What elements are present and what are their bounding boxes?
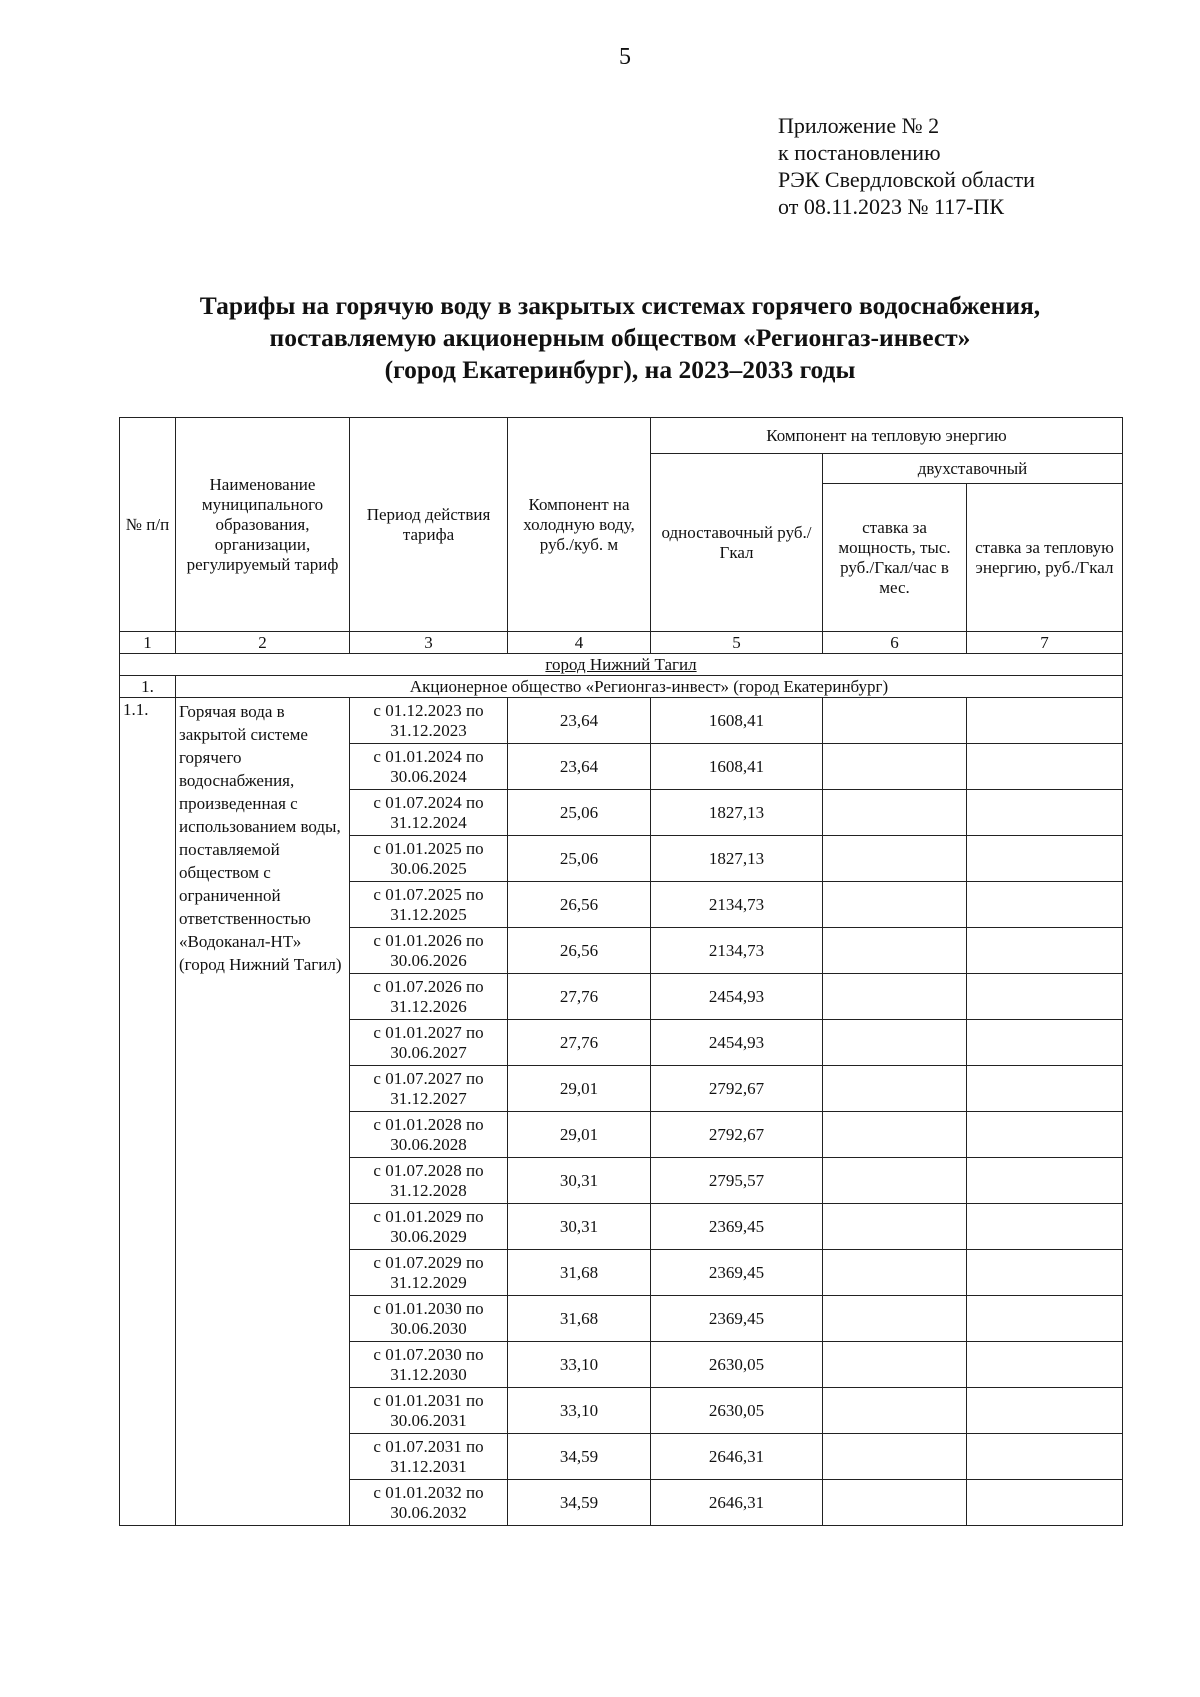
cold-water-cell: 23,64 bbox=[508, 744, 651, 790]
period-cell: с 01.07.2025 по 31.12.2025 bbox=[350, 882, 508, 928]
cold-water-cell: 27,76 bbox=[508, 1020, 651, 1066]
period-cell: с 01.01.2030 по 30.06.2030 bbox=[350, 1296, 508, 1342]
power-rate-cell bbox=[823, 1342, 967, 1388]
period-cell: с 01.07.2030 по 31.12.2030 bbox=[350, 1342, 508, 1388]
single-rate-cell: 2792,67 bbox=[651, 1066, 823, 1112]
header-name: Наименование муниципального образования, организации, регулируемый тариф bbox=[176, 418, 350, 632]
header-energy-rate: ставка за тепловую энергию, руб./Гкал bbox=[967, 484, 1123, 632]
energy-rate-cell bbox=[967, 1480, 1123, 1526]
cold-water-cell: 26,56 bbox=[508, 928, 651, 974]
single-rate-cell: 1827,13 bbox=[651, 790, 823, 836]
cold-water-cell: 29,01 bbox=[508, 1112, 651, 1158]
period-cell: с 01.12.2023 по 31.12.2023 bbox=[350, 698, 508, 744]
energy-rate-cell bbox=[967, 1112, 1123, 1158]
power-rate-cell bbox=[823, 744, 967, 790]
period-cell: с 01.07.2028 по 31.12.2028 bbox=[350, 1158, 508, 1204]
single-rate-cell: 1608,41 bbox=[651, 698, 823, 744]
single-rate-cell: 2134,73 bbox=[651, 928, 823, 974]
period-cell: с 01.07.2031 по 31.12.2031 bbox=[350, 1434, 508, 1480]
appendix-line: от 08.11.2023 № 117-ПК bbox=[778, 194, 1005, 219]
cold-water-cell: 33,10 bbox=[508, 1388, 651, 1434]
period-cell: с 01.07.2027 по 31.12.2027 bbox=[350, 1066, 508, 1112]
cold-water-cell: 23,64 bbox=[508, 698, 651, 744]
energy-rate-cell bbox=[967, 1434, 1123, 1480]
power-rate-cell bbox=[823, 836, 967, 882]
title-line: (город Екатеринбург), на 2023–2033 годы bbox=[384, 355, 856, 384]
single-rate-cell: 2134,73 bbox=[651, 882, 823, 928]
single-rate-cell: 2454,93 bbox=[651, 1020, 823, 1066]
period-cell: с 01.01.2031 по 30.06.2031 bbox=[350, 1388, 508, 1434]
column-number: 6 bbox=[823, 632, 967, 654]
energy-rate-cell bbox=[967, 836, 1123, 882]
single-rate-cell: 2792,67 bbox=[651, 1112, 823, 1158]
energy-rate-cell bbox=[967, 698, 1123, 744]
header-period: Период действия тарифа bbox=[350, 418, 508, 632]
energy-rate-cell bbox=[967, 1020, 1123, 1066]
power-rate-cell bbox=[823, 1066, 967, 1112]
single-rate-cell: 2646,31 bbox=[651, 1480, 823, 1526]
power-rate-cell bbox=[823, 1158, 967, 1204]
power-rate-cell bbox=[823, 790, 967, 836]
column-number: 2 bbox=[176, 632, 350, 654]
appendix-block bbox=[778, 112, 1035, 220]
energy-rate-cell bbox=[967, 1250, 1123, 1296]
header-cold-water: Компонент на холодную воду, руб./куб. м bbox=[508, 418, 651, 632]
appendix-line: РЭК Свердловской области bbox=[778, 167, 1035, 192]
cold-water-cell: 25,06 bbox=[508, 790, 651, 836]
cold-water-cell: 25,06 bbox=[508, 836, 651, 882]
document-title bbox=[100, 290, 1140, 386]
energy-rate-cell bbox=[967, 1296, 1123, 1342]
period-cell: с 01.01.2029 по 30.06.2029 bbox=[350, 1204, 508, 1250]
energy-rate-cell bbox=[967, 744, 1123, 790]
power-rate-cell bbox=[823, 1204, 967, 1250]
cold-water-cell: 27,76 bbox=[508, 974, 651, 1020]
single-rate-cell: 2630,05 bbox=[651, 1388, 823, 1434]
section-row bbox=[120, 654, 1123, 676]
energy-rate-cell bbox=[967, 1066, 1123, 1112]
period-cell: с 01.01.2025 по 30.06.2025 bbox=[350, 836, 508, 882]
energy-rate-cell bbox=[967, 790, 1123, 836]
power-rate-cell bbox=[823, 974, 967, 1020]
period-cell: с 01.01.2032 по 30.06.2032 bbox=[350, 1480, 508, 1526]
item-number: 1.1. bbox=[120, 698, 176, 1526]
power-rate-cell bbox=[823, 1388, 967, 1434]
column-number: 4 bbox=[508, 632, 651, 654]
item-description: Горячая вода в закрытой системе горячего водоснабжения, произведенная с использованием воды, поставляемой обществом с ограниченной ответственностью «Водоканал-НТ» (город Нижний Тагил) bbox=[176, 698, 350, 1526]
page-number: 5 bbox=[619, 44, 631, 70]
tariff-row bbox=[120, 698, 1123, 744]
period-cell: с 01.07.2026 по 31.12.2026 bbox=[350, 974, 508, 1020]
period-cell: с 01.01.2024 по 30.06.2024 bbox=[350, 744, 508, 790]
cold-water-cell: 31,68 bbox=[508, 1296, 651, 1342]
single-rate-cell: 2630,05 bbox=[651, 1342, 823, 1388]
header-power-rate: ставка за мощность, тыс. руб./Гкал/час в мес. bbox=[823, 484, 967, 632]
power-rate-cell bbox=[823, 1020, 967, 1066]
power-rate-cell bbox=[823, 698, 967, 744]
cold-water-cell: 34,59 bbox=[508, 1480, 651, 1526]
power-rate-cell bbox=[823, 1434, 967, 1480]
energy-rate-cell bbox=[967, 1204, 1123, 1250]
org-number: 1. bbox=[120, 676, 176, 698]
single-rate-cell: 2795,57 bbox=[651, 1158, 823, 1204]
single-rate-cell: 1827,13 bbox=[651, 836, 823, 882]
power-rate-cell bbox=[823, 1480, 967, 1526]
energy-rate-cell bbox=[967, 1158, 1123, 1204]
cold-water-cell: 30,31 bbox=[508, 1204, 651, 1250]
org-name: Акционерное общество «Регионгаз-инвест» (город Екатеринбург) bbox=[176, 676, 1123, 698]
period-cell: с 01.07.2029 по 31.12.2029 bbox=[350, 1250, 508, 1296]
period-cell: с 01.01.2027 по 30.06.2027 bbox=[350, 1020, 508, 1066]
single-rate-cell: 2369,45 bbox=[651, 1296, 823, 1342]
power-rate-cell bbox=[823, 928, 967, 974]
cold-water-cell: 26,56 bbox=[508, 882, 651, 928]
column-number-row bbox=[120, 632, 1123, 654]
period-cell: с 01.01.2028 по 30.06.2028 bbox=[350, 1112, 508, 1158]
appendix-line: Приложение № 2 bbox=[778, 113, 940, 138]
single-rate-cell: 1608,41 bbox=[651, 744, 823, 790]
organization-row bbox=[120, 676, 1123, 698]
column-number: 5 bbox=[651, 632, 823, 654]
energy-rate-cell bbox=[967, 1388, 1123, 1434]
column-number: 3 bbox=[350, 632, 508, 654]
header-num: № п/п bbox=[120, 418, 176, 632]
cold-water-cell: 31,68 bbox=[508, 1250, 651, 1296]
title-line: поставляемую акционерным обществом «Регионгаз-инвест» bbox=[269, 323, 971, 352]
single-rate-cell: 2454,93 bbox=[651, 974, 823, 1020]
single-rate-cell: 2369,45 bbox=[651, 1250, 823, 1296]
cold-water-cell: 34,59 bbox=[508, 1434, 651, 1480]
column-number: 7 bbox=[967, 632, 1123, 654]
header-heat-component: Компонент на тепловую энергию bbox=[651, 418, 1123, 454]
energy-rate-cell bbox=[967, 882, 1123, 928]
single-rate-cell: 2646,31 bbox=[651, 1434, 823, 1480]
header-single-rate: одноставочный руб./Гкал bbox=[651, 454, 823, 632]
power-rate-cell bbox=[823, 1112, 967, 1158]
energy-rate-cell bbox=[967, 1342, 1123, 1388]
tariff-table bbox=[119, 417, 1123, 1526]
column-number: 1 bbox=[120, 632, 176, 654]
period-cell: с 01.01.2026 по 30.06.2026 bbox=[350, 928, 508, 974]
single-rate-cell: 2369,45 bbox=[651, 1204, 823, 1250]
appendix-line: к постановлению bbox=[778, 140, 941, 165]
period-cell: с 01.07.2024 по 31.12.2024 bbox=[350, 790, 508, 836]
energy-rate-cell bbox=[967, 928, 1123, 974]
cold-water-cell: 33,10 bbox=[508, 1342, 651, 1388]
power-rate-cell bbox=[823, 1250, 967, 1296]
power-rate-cell bbox=[823, 1296, 967, 1342]
cold-water-cell: 29,01 bbox=[508, 1066, 651, 1112]
energy-rate-cell bbox=[967, 974, 1123, 1020]
header-two-rate: двухставочный bbox=[823, 454, 1123, 484]
section-title: город Нижний Тагил bbox=[120, 654, 1123, 676]
power-rate-cell bbox=[823, 882, 967, 928]
title-line: Тарифы на горячую воду в закрытых системах горячего водоснабжения, bbox=[199, 291, 1041, 320]
cold-water-cell: 30,31 bbox=[508, 1158, 651, 1204]
